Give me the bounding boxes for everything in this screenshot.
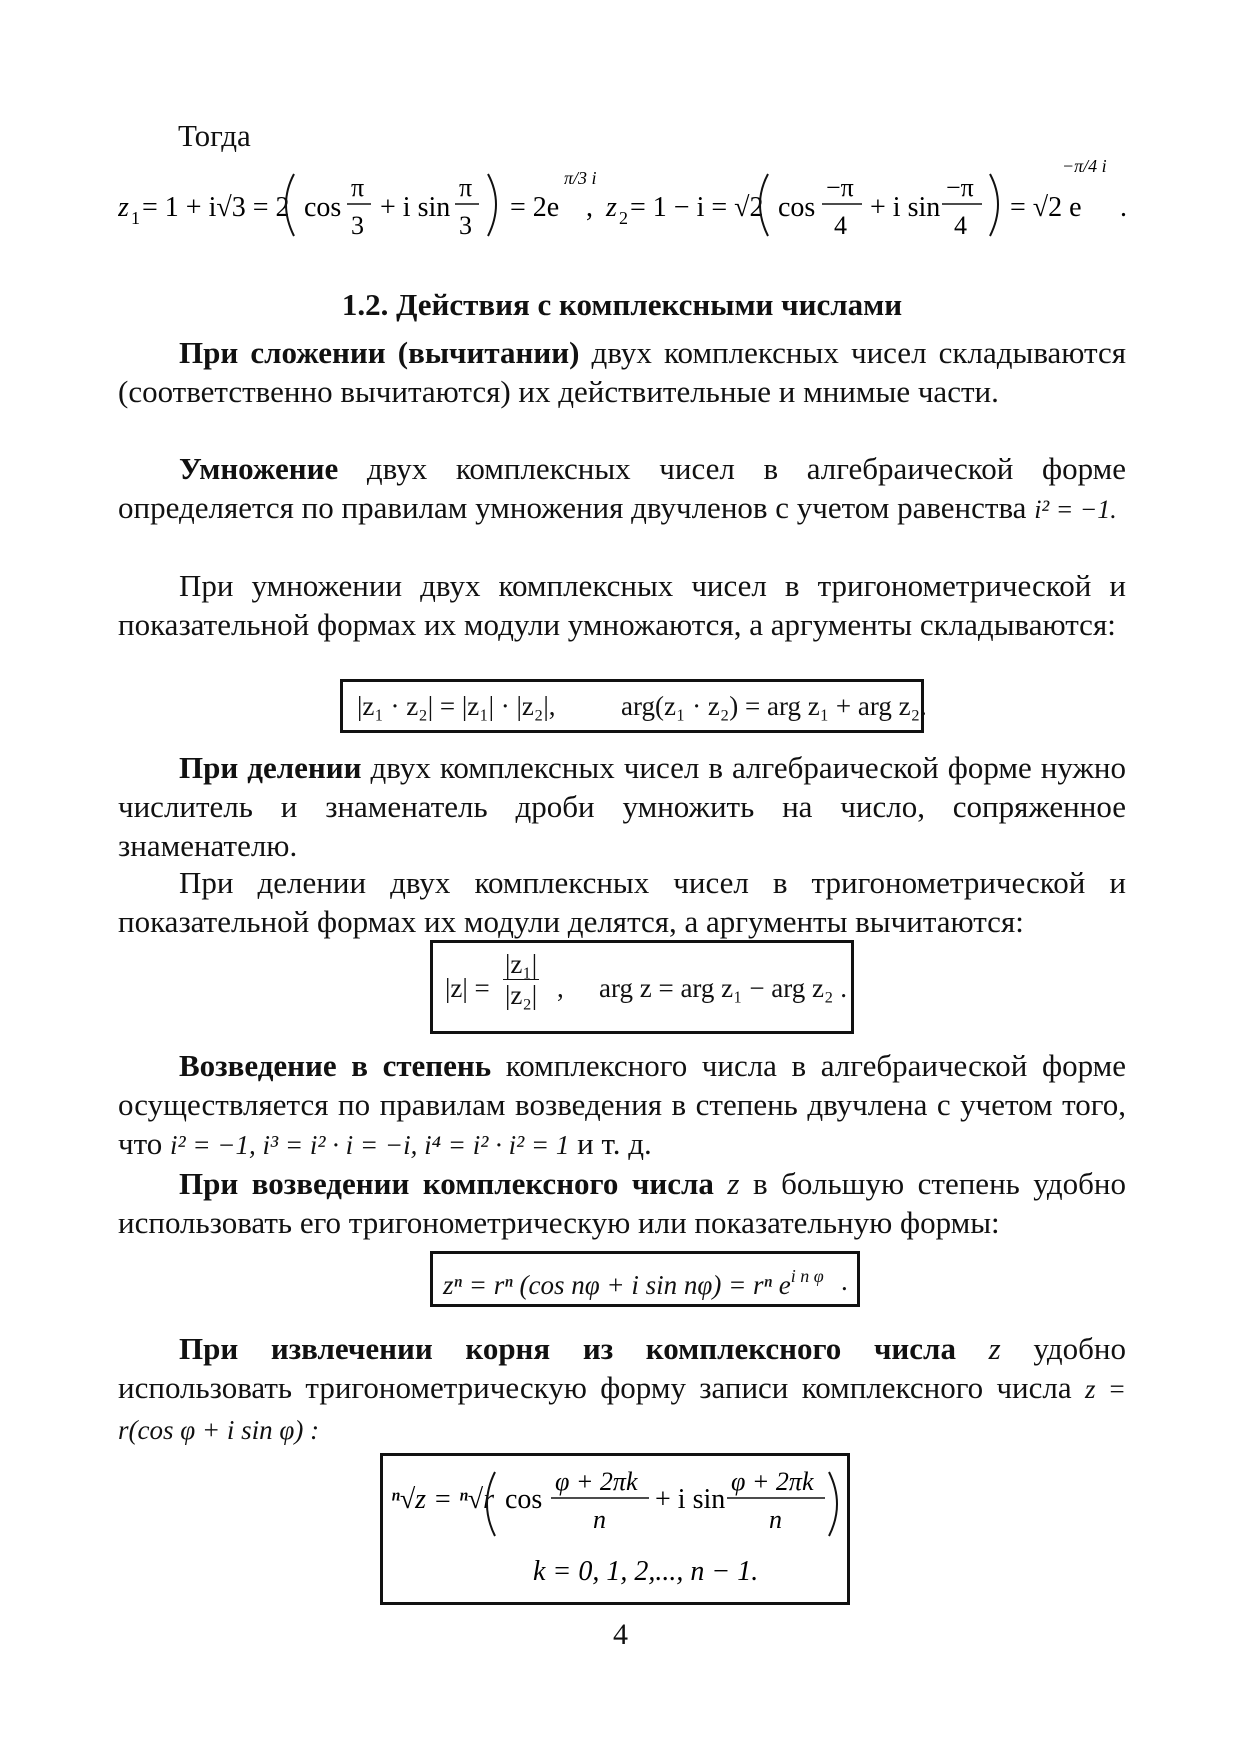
p7-var: z bbox=[727, 1166, 740, 1201]
box4-num1: φ + 2πk bbox=[555, 1467, 638, 1496]
p4-bold: При делении bbox=[179, 750, 362, 785]
paragraph-division-trig bbox=[118, 863, 1126, 941]
p2-text: двух комплексных чисел в алгебраической форме определяется по правилам умножения двучленов с учетом равенства bbox=[118, 451, 1126, 525]
z1-isin: + i sin bbox=[380, 192, 451, 223]
p6-tail: и т. д. bbox=[569, 1126, 652, 1161]
z1-exponent: π/3 i bbox=[564, 168, 597, 188]
formula-box-root bbox=[380, 1453, 850, 1605]
p5-text: При делении двух комплексных чисел в тригонометрической и показательной формах их модули делятся, а аргументы вычитаются: bbox=[118, 865, 1126, 939]
box4-cos: cos bbox=[505, 1484, 543, 1515]
page-number: 4 bbox=[613, 1618, 628, 1651]
paragraph-multiplication bbox=[118, 449, 1126, 529]
end-period: . bbox=[1120, 192, 1127, 223]
z2-close-paren bbox=[990, 174, 998, 236]
box3-end: . bbox=[841, 1266, 848, 1296]
z2-den2: 4 bbox=[954, 211, 967, 240]
section-heading: 1.2. Действия с комплексными числами bbox=[341, 287, 903, 322]
z2-sub: 2 bbox=[619, 208, 628, 228]
box4-root-lhs: ⁿ√z = ⁿ√r bbox=[391, 1484, 495, 1515]
formula-box-quotient bbox=[430, 940, 854, 1034]
z1-den2: 3 bbox=[459, 211, 472, 240]
box2-numerator: |z₁| bbox=[505, 949, 538, 979]
box3-exp: i n φ bbox=[790, 1266, 824, 1286]
box3-formula: zⁿ = rⁿ (cos nφ + i sin nφ) = rⁿ $e^{i n \varphi}$ bbox=[443, 1266, 824, 1300]
p6-text: комплексного числа в алгебраической форме осуществляется по правилам возведения в степень двучлена с учетом того, что bbox=[118, 1048, 1126, 1161]
paragraph-division bbox=[118, 748, 1126, 865]
p8-formula: z = r(cos φ + i sin φ) : bbox=[118, 1374, 1126, 1445]
box2-argument: arg z = arg z₁ − arg z₂ . bbox=[599, 973, 847, 1003]
box1-modulus: |z₁ · z₂| = |z₁| · |z₂|, bbox=[357, 691, 556, 721]
box4-den2: n bbox=[769, 1505, 782, 1534]
p1-bold: При сложении (вычитании) bbox=[179, 335, 580, 370]
box4-isin: + i sin bbox=[655, 1484, 726, 1515]
box4-svg bbox=[383, 1456, 847, 1602]
paragraph-root bbox=[118, 1329, 1126, 1450]
paragraph-power bbox=[118, 1046, 1126, 1165]
p7-text: в большую степень удобно использовать его тригонометрическую или показательную формы: bbox=[118, 1166, 1126, 1240]
box2-lhs: |z| = bbox=[445, 973, 490, 1003]
intro-word: Тогда bbox=[178, 118, 251, 153]
p8-bold: При извлечении корня из комплексного числа bbox=[179, 1331, 956, 1366]
box4-num2: φ + 2πk bbox=[731, 1467, 814, 1496]
z2-cos: cos bbox=[778, 192, 816, 223]
box1-argument: arg(z₁ · z₂) = arg z₁ + arg z₂. bbox=[621, 691, 927, 721]
z2-den1: 4 bbox=[834, 211, 847, 240]
p6-formula: i² = −1, i³ = i² · i = −i, i⁴ = i² · i² = 1 bbox=[169, 1130, 570, 1160]
z2-equation: = 1 − i = √2 bbox=[630, 192, 764, 223]
z1-close-paren bbox=[488, 174, 496, 236]
sep-comma: , bbox=[586, 192, 593, 223]
z1-cos: cos bbox=[304, 192, 342, 223]
z2-symbol: z bbox=[606, 192, 617, 223]
p4-text: двух комплексных чисел в алгебраической форме нужно числитель и знаменатель дроби умножить на число, сопряженное знаменателю. bbox=[118, 750, 1126, 863]
paragraph-addition bbox=[118, 333, 1126, 411]
box4-k-line: k = 0, 1, 2,..., n − 1. bbox=[533, 1556, 759, 1587]
z2-isin: + i sin bbox=[870, 192, 941, 223]
formula-box-product bbox=[340, 679, 927, 733]
formula-z1-z2 bbox=[118, 150, 1128, 250]
formula-box-moivre bbox=[430, 1251, 860, 1307]
p2-bold: Умножение bbox=[179, 451, 339, 486]
p6-bold: Возведение в степень bbox=[179, 1048, 492, 1083]
z2-num2: −π bbox=[946, 173, 974, 202]
z1-sub: 1 bbox=[131, 208, 140, 228]
box4-close-paren bbox=[829, 1472, 837, 1536]
p3-text: При умножении двух комплексных чисел в тригонометрической и показательной формах их модули умножаются, а аргументы складываются: bbox=[118, 568, 1126, 642]
z1-rhs: = 2e bbox=[510, 192, 560, 223]
z1-den1: 3 bbox=[351, 211, 364, 240]
z1-equation: = 1 + i√3 = 2 bbox=[142, 192, 290, 223]
box2-comma: , bbox=[557, 973, 564, 1003]
z1-pi-num2: π bbox=[459, 173, 473, 202]
p8-var: z bbox=[988, 1331, 1001, 1366]
z2-exponent: −π/4 i bbox=[1062, 156, 1107, 176]
p1-text: двух комплексных чисел складываются (соответственно вычитаются) их действительные и мнимые части. bbox=[118, 335, 1127, 409]
box2-fraction bbox=[503, 949, 539, 1010]
z2-rhs: = √2 e bbox=[1010, 192, 1082, 223]
formula-svg bbox=[118, 150, 1128, 250]
box2-denominator: |z₂| bbox=[505, 980, 538, 1010]
paragraph-mult-trig bbox=[118, 566, 1126, 644]
p2-formula: i² = −1. bbox=[1034, 495, 1117, 524]
z1-symbol: z bbox=[118, 192, 129, 223]
p8-text: удобно использовать тригонометрическую форму записи комплексного числа bbox=[118, 1331, 1127, 1405]
box4-den1: n bbox=[593, 1505, 606, 1534]
p7-bold: При возведении комплексного числа bbox=[179, 1166, 714, 1201]
paragraph-power-trig bbox=[118, 1164, 1126, 1242]
z2-num1: −π bbox=[826, 173, 854, 202]
z1-pi-num1: π bbox=[351, 173, 365, 202]
